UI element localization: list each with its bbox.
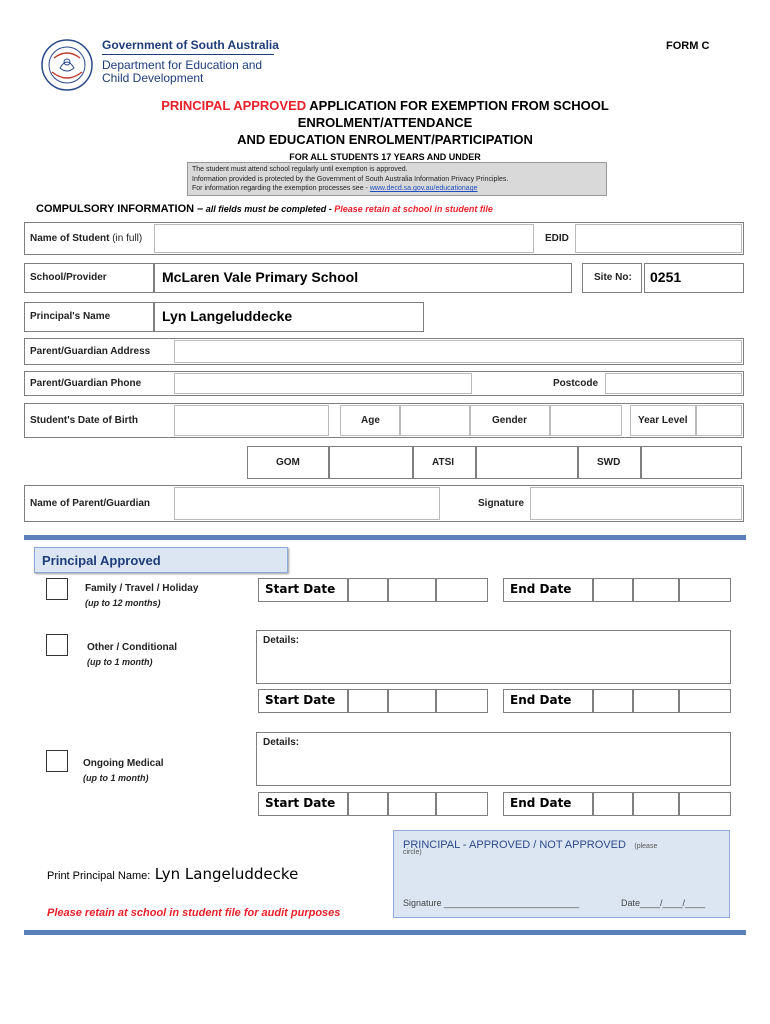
gender-label: Gender <box>492 415 528 426</box>
other-conditional-label: Other / Conditional <box>87 642 177 653</box>
notice-link[interactable]: www.decd.sa.gov.au/educationage <box>369 185 478 192</box>
swd-input[interactable] <box>641 446 742 479</box>
end-date-mm-1[interactable] <box>633 578 679 602</box>
details-input-2[interactable] <box>256 630 731 684</box>
other-conditional-checkbox[interactable] <box>46 634 68 656</box>
end-date-yy-1[interactable] <box>679 578 731 602</box>
start-date-mm-1[interactable] <box>388 578 436 602</box>
postcode-label: Postcode <box>553 378 599 389</box>
family-travel-checkbox[interactable] <box>46 578 68 600</box>
retain-note: Please retain at school in student file for audit purposes <box>47 907 341 919</box>
title-red: PRINCIPAL APPROVED <box>161 98 307 113</box>
start-date-dd-2[interactable] <box>348 689 388 713</box>
ongoing-medical-checkbox[interactable] <box>46 750 68 772</box>
end-date-mm-3[interactable] <box>633 792 679 816</box>
logo <box>40 38 94 92</box>
compulsory-heading <box>36 203 493 215</box>
student-name-label: Name of Student (in full) <box>30 233 143 244</box>
atsi-input[interactable] <box>476 446 578 479</box>
address-input[interactable] <box>174 340 742 363</box>
start-date-yy-2[interactable] <box>436 689 488 713</box>
family-travel-label: Family / Travel / Holiday <box>85 583 199 594</box>
start-date-yy-3[interactable] <box>436 792 488 816</box>
start-date-mm-2[interactable] <box>388 689 436 713</box>
postcode-input[interactable] <box>605 373 742 394</box>
title-line3: AND EDUCATION ENROLMENT/PARTICIPATION <box>237 132 533 147</box>
end-date-label-1: End Date <box>510 582 572 596</box>
approved-heading: Principal Approved <box>42 553 161 568</box>
start-date-label-1: Start Date <box>265 582 336 596</box>
compulsory-red: Please retain at school in student file <box>334 204 493 214</box>
end-date-mm-2[interactable] <box>633 689 679 713</box>
swd-label: SWD <box>597 457 621 468</box>
section-divider <box>24 535 746 540</box>
end-date-dd-3[interactable] <box>593 792 633 816</box>
title-line2: ENROLMENT/ATTENDANCE <box>297 115 473 130</box>
approval-circle: circle) <box>403 849 422 856</box>
principal-label: Principal's Name <box>30 311 111 322</box>
notice-line2: Information provided is protected by the Government of South Australia Information Privacy Principles. <box>192 175 509 183</box>
site-no-value: 0251 <box>650 269 682 285</box>
government-crest-icon <box>40 38 94 92</box>
phone-input[interactable] <box>174 373 472 394</box>
end-date-yy-2[interactable] <box>679 689 731 713</box>
start-date-dd-1[interactable] <box>348 578 388 602</box>
notice-line1: The student must attend school regularly until exemption is approved. <box>192 166 408 173</box>
dob-label: Student's Date of Birth <box>30 415 138 426</box>
site-no-label: Site No: <box>594 272 632 283</box>
age-label: Age <box>361 415 380 426</box>
approval-please: (please <box>634 843 658 850</box>
print-principal-value: Lyn Langeluddecke <box>154 865 299 883</box>
approved-heading-box <box>34 547 288 573</box>
start-date-mm-3[interactable] <box>388 792 436 816</box>
school-label: School/Provider <box>30 272 107 283</box>
gom-input[interactable] <box>329 446 413 479</box>
compulsory-title: COMPULSORY INFORMATION – <box>36 203 204 215</box>
print-principal-label: Print Principal Name: <box>47 870 151 882</box>
footer-divider <box>24 930 746 935</box>
other-conditional-sub: (up to 1 month) <box>87 657 153 667</box>
school-value: McLaren Vale Primary School <box>162 269 359 285</box>
parent-name-label: Name of Parent/Guardian <box>30 498 151 509</box>
end-date-dd-2[interactable] <box>593 689 633 713</box>
print-principal-name <box>47 865 298 884</box>
principal-approval-box <box>393 830 730 918</box>
gender-input[interactable] <box>550 405 622 436</box>
title-line1: APPLICATION FOR EXEMPTION FROM SCHOOL <box>306 98 609 113</box>
student-name-hint: (in full) <box>109 233 143 244</box>
gom-label: GOM <box>276 457 300 468</box>
start-date-dd-3[interactable] <box>348 792 388 816</box>
principal-value: Lyn Langeluddecke <box>162 308 293 324</box>
family-travel-sub: (up to 12 months) <box>85 598 161 608</box>
details-input-3[interactable] <box>256 732 731 786</box>
details-label-3: Details: <box>263 737 300 748</box>
form-subtitle: FOR ALL STUDENTS 17 YEARS AND UNDER <box>289 152 481 162</box>
ongoing-medical-sub: (up to 1 month) <box>83 773 149 783</box>
end-date-label-3: End Date <box>510 796 572 810</box>
notice-line3: For information regarding the exemption processes see - <box>192 185 370 192</box>
compulsory-italic: all fields must be completed - <box>203 204 335 214</box>
start-date-yy-1[interactable] <box>436 578 488 602</box>
details-label-2: Details: <box>263 635 300 646</box>
form-code: FORM C <box>666 40 710 52</box>
notice-box <box>187 162 607 196</box>
year-level-input[interactable] <box>696 405 742 436</box>
ongoing-medical-label: Ongoing Medical <box>83 758 164 769</box>
end-date-yy-3[interactable] <box>679 792 731 816</box>
parent-name-input[interactable] <box>174 487 440 520</box>
start-date-label-3: Start Date <box>265 796 336 810</box>
signature-input[interactable] <box>530 487 742 520</box>
department-name-2: Child Development <box>102 71 204 85</box>
approval-date-line[interactable]: Date____/____/____ <box>621 898 706 908</box>
approval-status[interactable]: PRINCIPAL - APPROVED / NOT APPROVED <box>403 839 626 851</box>
edid-input[interactable] <box>575 224 742 253</box>
approval-signature-line[interactable]: Signature ___________________________ <box>403 898 580 908</box>
year-level-label: Year Level <box>638 415 688 426</box>
end-date-label-2: End Date <box>510 693 572 707</box>
approval-box-title <box>403 835 657 853</box>
org-rule <box>102 54 274 55</box>
atsi-label: ATSI <box>432 457 455 468</box>
org-name: Government of South Australia <box>102 38 279 52</box>
end-date-dd-1[interactable] <box>593 578 633 602</box>
signature-label: Signature <box>478 498 525 509</box>
address-label: Parent/Guardian Address <box>30 346 151 357</box>
age-input[interactable] <box>400 405 470 436</box>
form-title <box>0 97 770 148</box>
department-name: Department for Education and <box>102 58 263 72</box>
edid-label: EDID <box>545 233 569 244</box>
dob-input[interactable] <box>174 405 329 436</box>
phone-label: Parent/Guardian Phone <box>30 378 142 389</box>
start-date-label-2: Start Date <box>265 693 336 707</box>
student-name-input[interactable] <box>154 224 534 253</box>
